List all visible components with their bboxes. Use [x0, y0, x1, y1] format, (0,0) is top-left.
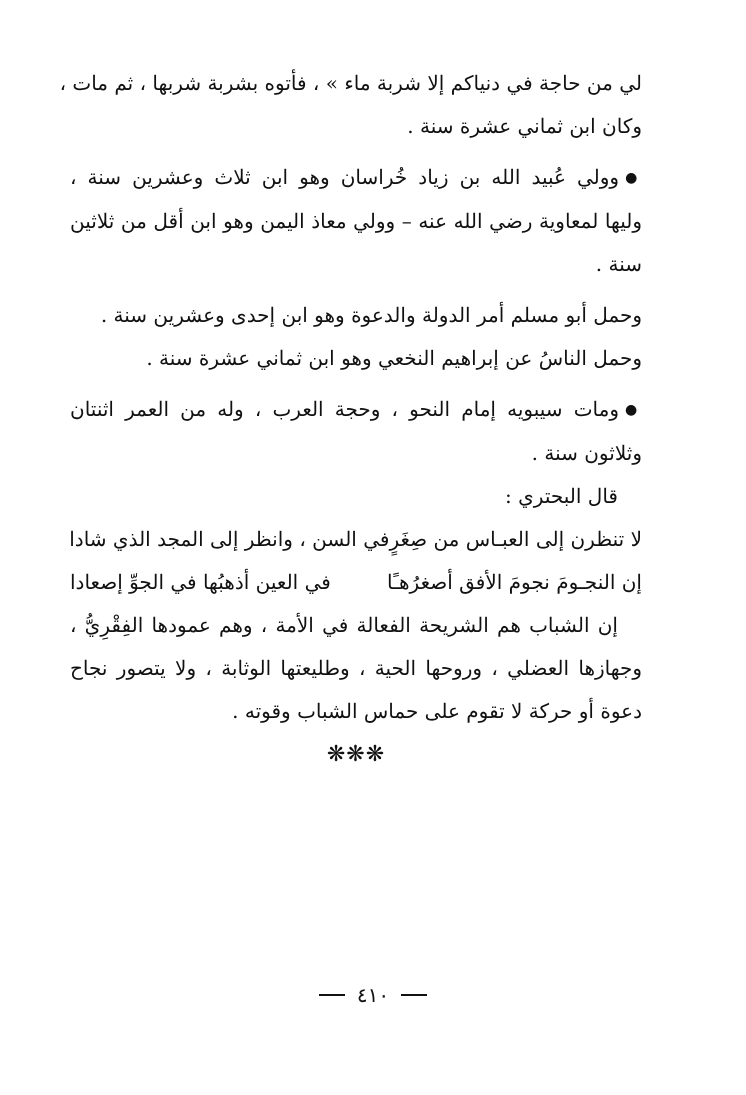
verse-hemistich-second: في السن ، وانظر إلى المجد الذي شادا — [69, 527, 390, 551]
section-separator-ornament: ❋❋❋ — [326, 742, 386, 767]
text-line: سنة . — [595, 252, 642, 276]
text-line: ●وولي عُبيد الله بن زياد خُراسان وهو ابن ثلاث وعشرين سنة ، — [70, 165, 643, 189]
text-line: وجهازها العضلي ، وروحها الحية ، وطليعتها الوثابة ، ولا يتصور نجاح — [70, 656, 642, 680]
text-line: ●ومات سيبويه إمام النحو ، وحجة العرب ، وله من العمر اثنتان — [70, 397, 643, 421]
verse-hemistich-first: لا تنظرن إلى العبـاس من صِغَرٍ — [389, 527, 642, 551]
text-line: وليها لمعاوية رضي الله عنه – وولي معاذ اليمن وهو ابن أقل من ثلاثين — [70, 209, 642, 233]
bullet-icon: ● — [625, 170, 643, 186]
paragraph-3 — [70, 294, 642, 337]
text-line: وحمل الناسُ عن إبراهيم النخعي وهو ابن ثماني عشرة سنة . — [146, 346, 642, 370]
text-line: إن الشباب هم الشريحة الفعالة في الأمة ، وهم عمودها الفِقْرِيُّ ، — [70, 613, 618, 637]
verse-hemistich-first: إن النجـومَ نجومَ الأفق أصغرُهـًا — [387, 570, 642, 594]
paragraph-1 — [59, 62, 642, 148]
page-body — [59, 62, 643, 775]
page-number: ٤١٠ — [356, 983, 390, 1007]
text-line: وحمل أبو مسلم أمر الدولة والدعوة وهو ابن إحدى وعشرين سنة . — [100, 303, 642, 327]
dash-right — [319, 994, 345, 996]
poem-intro — [70, 475, 642, 518]
bullet-icon: ● — [625, 402, 643, 418]
verse-hemistich-second: في العين أذهبُها في الجوِّ إصعادا — [70, 570, 331, 594]
poem-verse-2 — [70, 561, 642, 604]
page-number-footer — [0, 983, 746, 1007]
text-line: وكان ابن ثماني عشرة سنة . — [407, 114, 642, 138]
paragraph-5 — [70, 388, 642, 475]
text-line: قال البحتري : — [505, 484, 618, 508]
text-line: وثلاثون سنة . — [531, 441, 642, 465]
paragraph-2 — [70, 156, 642, 286]
paragraph-4 — [70, 337, 642, 380]
text-line: دعوة أو حركة لا تقوم على حماس الشباب وقوته . — [232, 699, 642, 723]
poem-verse-1 — [70, 518, 642, 561]
paragraph-6 — [70, 604, 642, 733]
dash-left — [401, 994, 427, 996]
text-line: لي من حاجة في دنياكم إلا شربة ماء » ، فأتوه بشربة شربها ، ثم مات ، — [59, 71, 642, 95]
